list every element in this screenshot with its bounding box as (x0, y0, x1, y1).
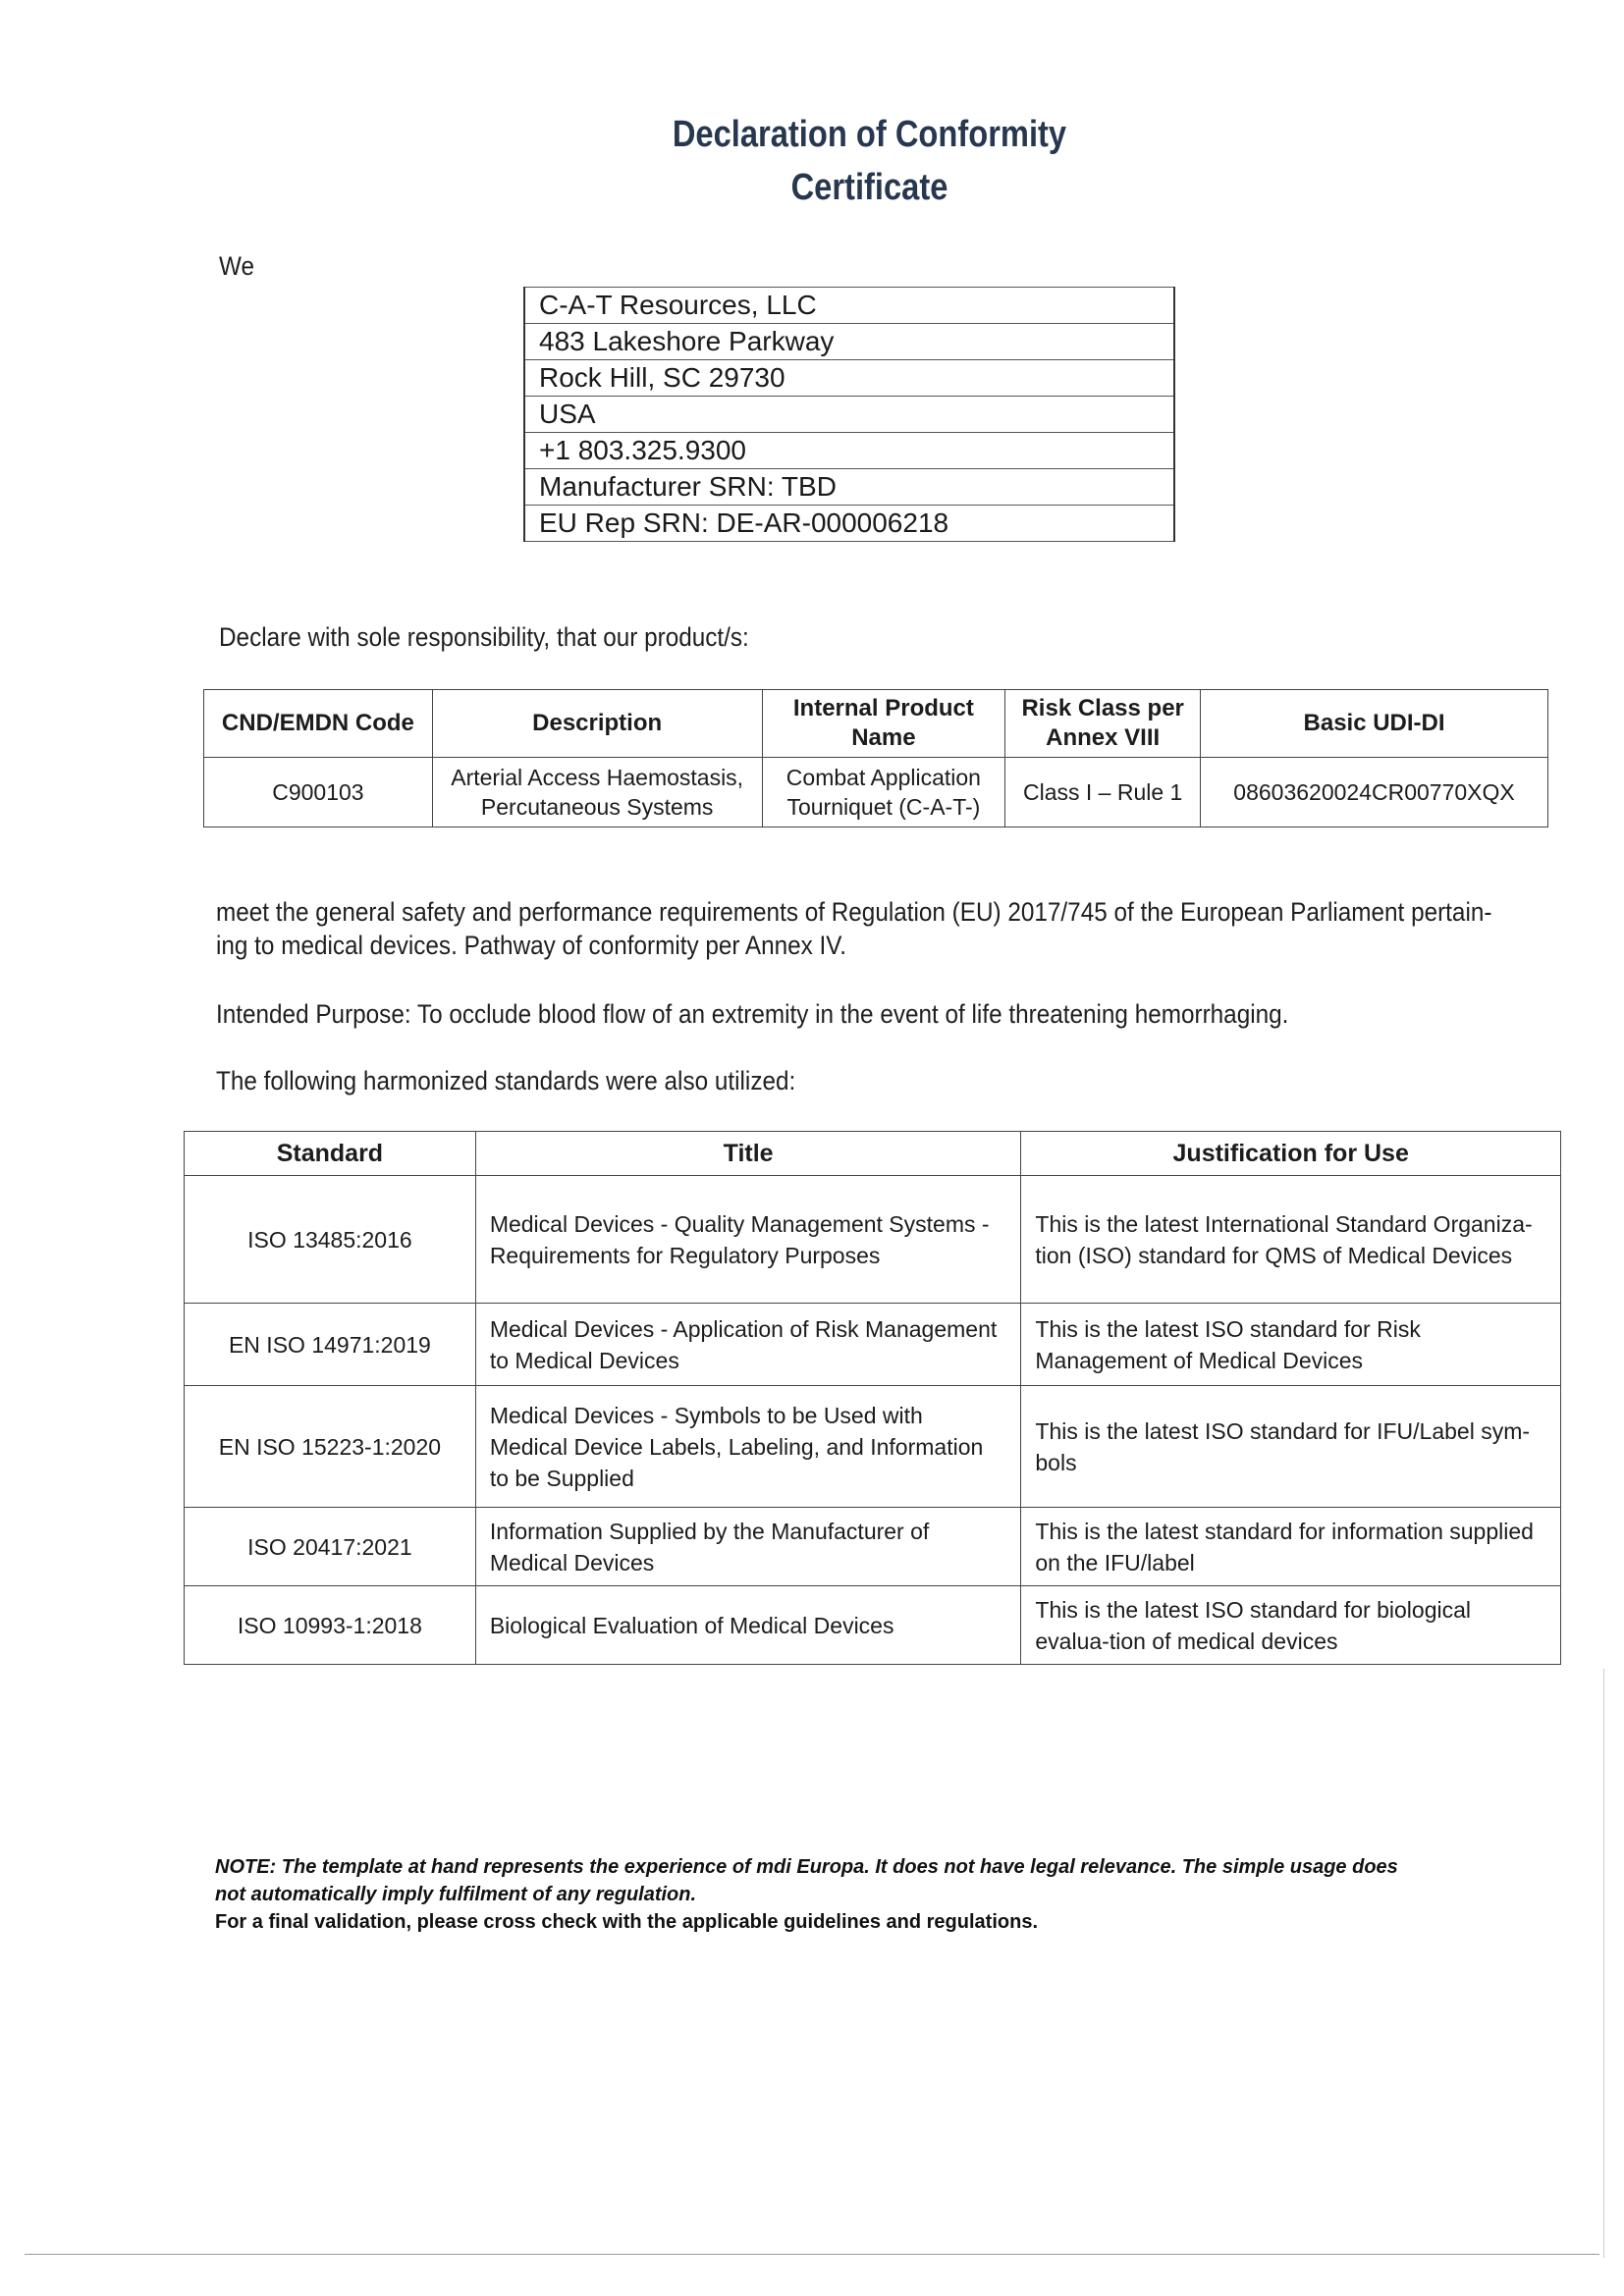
table-row (204, 758, 1548, 828)
table-row (185, 1508, 1561, 1586)
note-line-3: For a final validation, please cross check with the applicable guidelines and regulations. (215, 1911, 1038, 1933)
document-title (114, 108, 1624, 214)
standards-table (184, 1131, 1561, 1665)
manufacturer-country: USA (524, 397, 1174, 433)
standard-justification: This is the latest ISO standard for biological evalua-tion of medical devices (1021, 1586, 1561, 1665)
note-line-2: not automatically imply fulfilment of any regulation. (215, 1884, 697, 1905)
table-row (185, 1176, 1561, 1304)
manufacturer-table (523, 287, 1175, 542)
standard-title: Medical Devices - Symbols to be Used with Medical Device Labels, Labeling, and Information to be Supplied (475, 1386, 1021, 1508)
standard-justification: This is the latest ISO standard for Risk Management of Medical Devices (1021, 1304, 1561, 1386)
product-udi: 08603620024CR00770XQX (1201, 758, 1548, 828)
product-description: Arterial Access Haemostasis, Percutaneous Systems (432, 758, 762, 828)
we-label: We (219, 251, 255, 281)
standard-title: Biological Evaluation of Medical Devices (475, 1586, 1021, 1665)
manufacturer-city: Rock Hill, SC 29730 (524, 360, 1174, 397)
product-name: Combat Application Tourniquet (C-A-T-) (762, 758, 1005, 828)
disclaimer-note (215, 1853, 1398, 1936)
requirements-line-1: meet the general safety and performance requirements of Regulation (EU) 2017/745 of the European Parliament pertain- (216, 897, 1492, 927)
standard-title: Information Supplied by the Manufacturer of Medical Devices (475, 1508, 1021, 1586)
standard-justification: This is the latest standard for information supplied on the IFU/label (1021, 1508, 1561, 1586)
manufacturer-srn: Manufacturer SRN: TBD (524, 469, 1174, 506)
title-line-1: Declaration of Conformity (672, 114, 1067, 155)
standards-intro: The following harmonized standards were also utilized: (216, 1066, 796, 1095)
requirements-line-2: ing to medical devices. Pathway of conformity per Annex IV. (216, 931, 847, 960)
manufacturer-phone: +1 803.325.9300 (524, 433, 1174, 469)
title-line-2: Certificate (790, 167, 948, 208)
standard-title: Medical Devices - Quality Management Systems - Requirements for Regulatory Purposes (475, 1176, 1021, 1304)
intended-purpose: Intended Purpose: To occlude blood flow of an extremity in the event of life threatening hemorrhaging. (216, 999, 1289, 1029)
table-row (185, 1586, 1561, 1665)
header-description: Description (432, 690, 762, 758)
header-title: Title (475, 1132, 1021, 1176)
header-internal-name: Internal Product Name (762, 690, 1005, 758)
standard-justification: This is the latest ISO standard for IFU/Label sym-bols (1021, 1386, 1561, 1508)
product-table (203, 689, 1548, 828)
standard-title: Medical Devices - Application of Risk Management to Medical Devices (475, 1304, 1021, 1386)
header-cnd-code: CND/EMDN Code (204, 690, 433, 758)
product-risk-class: Class I – Rule 1 (1005, 758, 1201, 828)
standard-code: EN ISO 14971:2019 (185, 1304, 476, 1386)
scan-edge (1603, 1669, 1604, 2258)
header-standard: Standard (185, 1132, 476, 1176)
declare-text: Declare with sole responsibility, that our product/s: (219, 622, 749, 652)
standard-code: ISO 13485:2016 (185, 1176, 476, 1304)
header-risk-class: Risk Class per Annex VIII (1005, 690, 1201, 758)
eu-rep-srn: EU Rep SRN: DE-AR-000006218 (524, 506, 1174, 542)
header-justification: Justification for Use (1021, 1132, 1561, 1176)
product-code: C900103 (204, 758, 433, 828)
standard-code: ISO 10993-1:2018 (185, 1586, 476, 1665)
page-bottom-rule (25, 2254, 1599, 2255)
standard-code: ISO 20417:2021 (185, 1508, 476, 1586)
header-udi: Basic UDI-DI (1201, 690, 1548, 758)
note-line-1: NOTE: The template at hand represents the experience of mdi Europa. It does not have legal relevance. The simple usage does (215, 1856, 1398, 1878)
manufacturer-street: 483 Lakeshore Parkway (524, 324, 1174, 360)
table-row (185, 1386, 1561, 1508)
manufacturer-name: C-A-T Resources, LLC (524, 288, 1174, 324)
standard-justification: This is the latest International Standard Organiza-tion (ISO) standard for QMS of Medical Devices (1021, 1176, 1561, 1304)
table-row (185, 1304, 1561, 1386)
standard-code: EN ISO 15223-1:2020 (185, 1386, 476, 1508)
